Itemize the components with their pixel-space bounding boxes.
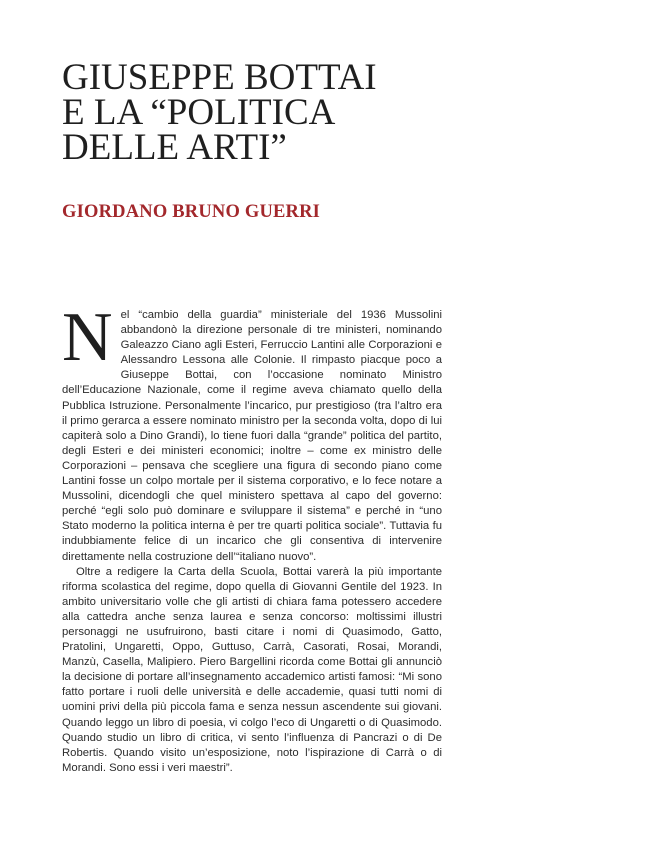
article-title [62,57,582,168]
paragraph: Oltre a redigere la Carta della Scuola, Bottai varerà la più importante riforma scolastica del regime, dopo quella di Giovanni Gentile del 1923. In ambito universitario volle che gli artisti di chiara fama potessero accedere alla cattedra anche senza laurea e senza concorso: moltissimi illustri personaggi ne usufruirono, basti citare i nomi di Quasimodo, Gatto, Pratolini, Ungaretti, Oppo, Guttuso, Carrà, Casorati, Rosai, Morandi, Manzù, Casella, Malipiero. Piero Bargellini ricorda come Bottai gli annunciò la decisione di portare all’insegnamento accademico artisti famosi: “Mi sono fatto portare i ruoli delle università e delle accademie, quasi tutti nomi di uomini privi della più piccola fama e senza nessun ascendente sui giovani. Quando leggo un libro di poesia, vi colgo l’eco di Ungaretti o di Quasimodo. Quando studio un libro di critica, vi sento l’influenza di Pancrazi o di De Robertis. Quando visito un’esposizione, noto l’ispirazione di Carrà o di Morandi. Sono essi i veri maestri”. [62,565,442,774]
article-body [62,299,442,776]
paragraph [62,299,442,565]
drop-cap: N [62,299,113,376]
paragraph-text: el “cambio della guardia” ministeriale del 1936 Mussolini abbandonò la direzione personale di tre ministeri, nominando Galeazzo Ciano agli Esteri, Ferruccio Lantini alle Corporazioni e Alessandro Lessona alle Colonie. Il rimpasto piacque poco a Giuseppe Bottai, con l’occasione nominato Ministro dell’Educazione Nazionale, come il regime aveva chiamato quello della Pubblica Istruzione. Personalmente l’incarico, pur prestigioso (tra l’altro era il primo gerarca a essere nominato ministro per la seconda volta, dopo di lui capiterà solo a Dino Grandi), lo tiene fuori dalla “grande” politica del partito, degli Esteri e dei ministeri economici; inoltre – come ex ministro delle Corporazioni – pensava che scegliere una figura di secondo piano come Lantini fosse un colpo mortale per il sistema corporativo, e lo fece notare a Mussolini, dicendogli che quel ministero spettava al capo del governo: perché “egli solo può dominare e sviluppare il sistema” e perché in “uno Stato moderno la politica interna è per tre quarti politica sociale”. Tuttavia fu indubbiamente felice di un incarico che gli consentiva di intervenire direttamente nella costruzione dell’“italiano nuovo”. [62,309,442,563]
author-name: GIORDANO BRUNO GUERRI [62,202,321,222]
title-line: GIUSEPPE BOTTAI [62,57,377,98]
title-line: E LA “POLITICA [62,92,336,133]
title-line: DELLE ARTI” [62,127,287,168]
